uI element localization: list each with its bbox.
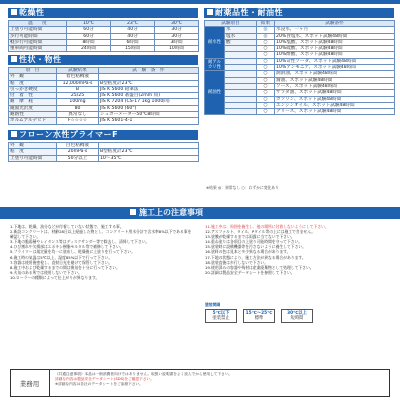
footer-line-1: 《共通注意事項》本品は一般消費者向けではありません。取扱い説明書をよく読んでから使用して下さい。 <box>55 372 233 376</box>
table-cell: 水 <box>225 27 257 33</box>
table-header-cell: 試験結果 <box>57 68 99 74</box>
caution-item: 3.下地の脆弱層やレイタンス等はディスクサンダー等で除去し、清掃して下さい。 <box>10 239 150 245</box>
table-cell: 10%硫酸、スポット試験48時間 <box>275 46 395 52</box>
caution-item: 9.火気のある所では使用しないで下さい。 <box>10 269 82 275</box>
table-cell: ホルムアルデヒド <box>9 118 57 124</box>
table-cell: 10%アンモニア、スポット試験48時間 <box>275 65 395 71</box>
intervals-title: 塗装間隔 <box>205 302 221 307</box>
section-drying-header <box>8 8 198 18</box>
result-mark: ○ <box>257 58 275 64</box>
table-cell: 20%食塩水、スポット試験48時間 <box>275 33 395 39</box>
section-resistance-title: 耐薬品性・耐油性 <box>215 8 283 17</box>
table-cell: 25/25 <box>57 93 99 99</box>
table-cell: 上塗り可能時間 <box>9 155 57 161</box>
footer-text <box>55 372 385 387</box>
table-cell: 異常なし <box>57 112 99 118</box>
table-row <box>9 155 199 161</box>
interval-box <box>205 309 237 323</box>
square-bullet-icon <box>207 9 213 15</box>
table-cell: 15時間 <box>111 46 155 52</box>
result-mark: ○ <box>257 52 275 58</box>
caution-item: 8.施工中および乾燥するまでの間は換気を十分に行って下さい。 <box>10 264 120 270</box>
interval-box <box>281 309 313 323</box>
caution-item: 12.アスファルト、タイル、Pタイル等の上には施工できません。 <box>205 229 316 235</box>
table-header-cell: 30℃ <box>155 21 199 27</box>
table-cell: B <box>57 86 99 92</box>
table-cell: 耐 摩 耗 <box>9 99 57 105</box>
result-mark: ○ <box>257 39 275 45</box>
result-mark: ○ <box>257 102 275 108</box>
square-bullet-icon <box>11 9 17 15</box>
drying-table <box>8 20 199 52</box>
caution-item: 19.使用済みの容器や残材は産業廃棄物として処理して下さい。 <box>205 264 314 270</box>
result-mark: ◎ <box>257 33 275 39</box>
table-cell: 40分 <box>111 27 155 33</box>
properties-table <box>8 67 199 125</box>
table-cell: 外 観 <box>9 143 57 149</box>
table-cell: JIS K 5600 碁盤目(2mm 角) <box>99 93 199 99</box>
primer-table <box>8 142 199 162</box>
table-header-cell: 結果 <box>257 21 275 27</box>
table-header-cell: 試験項目 <box>205 21 257 27</box>
table-cell: 塩水 <box>225 33 257 39</box>
caution-item: 16.塗料の色は見本と多少異なる場合があります。 <box>205 249 291 255</box>
table-cell: 60分 <box>67 27 111 33</box>
table-cell: 8時間 <box>67 39 111 45</box>
table-cell: 40分 <box>111 33 155 39</box>
square-bullet-icon <box>11 56 17 62</box>
caution-item: 15.塗装時に設備機器等を汚さないように養生して下さい。 <box>205 244 306 250</box>
table-cell: 10%塩酸、スポット試験48時間 <box>275 39 395 45</box>
interval-temp: 5℃以下 <box>212 311 230 316</box>
section-primer-title: フローン水性プライマーF <box>19 130 119 139</box>
table-cell: ソース、スポット試験48時間 <box>275 83 395 89</box>
table-cell: 外 観 <box>9 74 57 80</box>
table-cell: エンジンオイル、スポット試験48時間 <box>275 102 395 108</box>
result-mark: ○ <box>257 65 275 71</box>
table-cell: 鏡面光沢度 <box>9 105 57 111</box>
table-cell: 粘 度 <box>9 149 57 155</box>
resistance-note: ※結果 ◎：異常なし ○：わずかに変化あり <box>206 185 279 190</box>
footer-line-3: ※詳細な内容は各社のデータシートをご参照下さい。 <box>55 382 143 386</box>
caution-item: 2.新設コンクリートは、材齢28日以上経過した物とし、コンクリート用水分計で含水率8%以下である事を確認して下さい。 <box>10 229 192 240</box>
interval-box <box>243 309 275 323</box>
table-cell: 20mPa·s <box>57 149 99 155</box>
result-mark: ○ <box>257 109 275 115</box>
table-cell: ガソリン、スポット試験48時間 <box>275 96 395 102</box>
table-cell: JIS K 5601-4-1 <box>99 118 199 124</box>
table-cell: グリース、スポット試験48時間 <box>275 109 395 115</box>
caution-item: 10.ローラーの種類によって仕上がりが異なります。 <box>10 274 100 280</box>
table-cell: JIS K 7204 (CS-17 1kg 1000回) <box>99 99 199 105</box>
caution-item: 4.ひび割れや欠損部はエポキシ樹脂モルタル等で補修して下さい。 <box>10 244 124 250</box>
group-label: 耐油性 <box>205 71 225 115</box>
section-properties-title: 性状・物性 <box>19 55 62 64</box>
table-cell: 100mg <box>57 99 99 105</box>
caution-item: 20.詳細は製品安全データシートを参照して下さい。 <box>205 269 295 275</box>
result-mark: ○ <box>257 96 275 102</box>
table-cell: 醤油、スポット試験48時間 <box>275 77 395 83</box>
table-cell: 着色粘稠液 <box>57 74 99 80</box>
result-mark: ○ <box>257 90 275 96</box>
table-cell: 10%酢酸、スポット試験48時間 <box>275 52 395 58</box>
square-bullet-icon <box>130 209 136 215</box>
table-cell: 潤滑油、スポット試験48時間 <box>275 71 395 77</box>
section-properties-header <box>8 55 198 65</box>
interval-label: 塗装禁止 <box>212 316 230 321</box>
cautions-right-column <box>205 224 393 275</box>
caution-item: 6.施工時の気温は5℃以上、湿度85%以下で行って下さい。 <box>10 254 113 260</box>
table-cell: 水浸水、一ヶ月 <box>275 27 395 33</box>
table-header-cell: 23℃ <box>111 21 155 27</box>
caution-item: 17.下地の状態により、施工方法が異なる場合があります。 <box>205 254 306 260</box>
table-cell: 歩行可能時間 <box>9 33 67 39</box>
table-row <box>9 118 199 124</box>
table-cell: 白色粘稠液 <box>57 143 99 149</box>
table-header-cell: 試 験 条 件 <box>99 68 199 74</box>
result-mark: ○ <box>257 71 275 77</box>
table-cell: 30分 <box>155 33 199 39</box>
cautions-title-text: 施工上の注意事項 <box>139 208 203 217</box>
table-cell: 耐熱性 <box>9 112 57 118</box>
caution-item: 11.施工中は、周囲を養生し、他の場所に付着しないようにして下さい。 <box>205 224 329 229</box>
table-cell: 軽歩行可能時間 <box>9 39 67 45</box>
table-cell: 上塗り可能時間 <box>9 27 67 33</box>
table-cell: 付 着 性 <box>9 93 57 99</box>
interval-temp: 15℃～25℃ <box>245 311 273 316</box>
table-cell: 10%苛性ソーダ、スポット試験48時間 <box>275 58 395 64</box>
table-cell: F☆☆☆☆ <box>57 118 99 124</box>
table-cell: サラダ油、スポット試験48時間 <box>275 90 395 96</box>
result-mark: ○ <box>257 83 275 89</box>
intervals-row <box>205 309 319 323</box>
table-cell: 60分 <box>67 33 111 39</box>
table-header-cell: 温 度 <box>9 21 67 27</box>
table-cell: 50分以上 <box>57 155 99 161</box>
footer-line-2: 詳細な内容は製品安全データシート(SDS)をご確認下さい。 <box>55 377 154 381</box>
table-cell: 30分 <box>155 27 199 33</box>
table-cell: 24時間 <box>67 46 111 52</box>
table-cell: JIS K 5600 鉛筆法 <box>99 86 199 92</box>
interval-temp: 30℃以上 <box>287 311 307 316</box>
table-cell: シュガーメーター50℃8時間 <box>99 112 199 118</box>
table-cell: B型粘度計23℃ <box>99 80 199 86</box>
caution-item: 14.重ね塗りは各項目の上塗り可能時間を守って下さい。 <box>205 239 303 245</box>
cautions-title <box>130 208 203 218</box>
table-cell: 重車両可能時間 <box>9 46 67 52</box>
caution-item: 18.塗装直後は歩行しないで下さい。 <box>205 259 268 265</box>
caution-item: 13.塗膜が乾燥するまでは雨露に当てないで下さい。 <box>205 234 295 240</box>
table-row <box>9 46 199 52</box>
interval-label: 標準 <box>254 316 264 321</box>
table-cell: 10時間 <box>155 46 199 52</box>
section-primer-header <box>8 130 198 140</box>
group-label: 耐アルカリ性 <box>205 58 225 71</box>
table-cell: 10～35℃ <box>99 155 199 161</box>
table-cell: 6時間 <box>111 39 155 45</box>
group-label: 耐水性 <box>205 27 225 58</box>
result-mark: ◎ <box>257 27 275 33</box>
table-cell: 引っかき硬度 <box>9 86 57 92</box>
table-cell: 12,000mPa·s <box>57 80 99 86</box>
table-header-cell: 10℃ <box>67 21 111 27</box>
table-cell: 80 <box>57 105 99 111</box>
table-row <box>205 109 395 115</box>
table-header-cell: 項 目 <box>9 68 57 74</box>
table-header-cell: 試験条件 <box>275 21 395 27</box>
cautions-left-column <box>10 224 195 280</box>
table-cell: JIS K 5600 (60°) <box>99 105 199 111</box>
table-cell: 酸 <box>225 39 257 45</box>
table-cell: B型粘度計23℃ <box>99 149 199 155</box>
caution-item: 7.容器は使用後密栓し、直射日光を避けて保管して下さい。 <box>10 259 113 265</box>
section-drying-title: 乾燥性 <box>19 8 45 17</box>
table-cell: 粘 度 <box>9 80 57 86</box>
caution-item: 1.下地は、乾燥、油分などが付着していない状態で、施工する事。 <box>10 224 124 229</box>
resistance-table <box>204 20 395 115</box>
result-mark: ○ <box>257 46 275 52</box>
result-mark: ○ <box>257 77 275 83</box>
top-stripe <box>0 0 400 4</box>
interval-label: 短時間 <box>290 316 304 321</box>
square-bullet-icon <box>11 131 17 137</box>
table-cell: 3時間 <box>155 39 199 45</box>
caution-item: 5.プライマーは規定量を均一に塗布し、乾燥後に上塗りを行って下さい。 <box>10 249 136 255</box>
section-resistance-header <box>204 8 394 18</box>
table-cell <box>225 109 257 115</box>
footer-label: 業務用 <box>10 369 50 397</box>
